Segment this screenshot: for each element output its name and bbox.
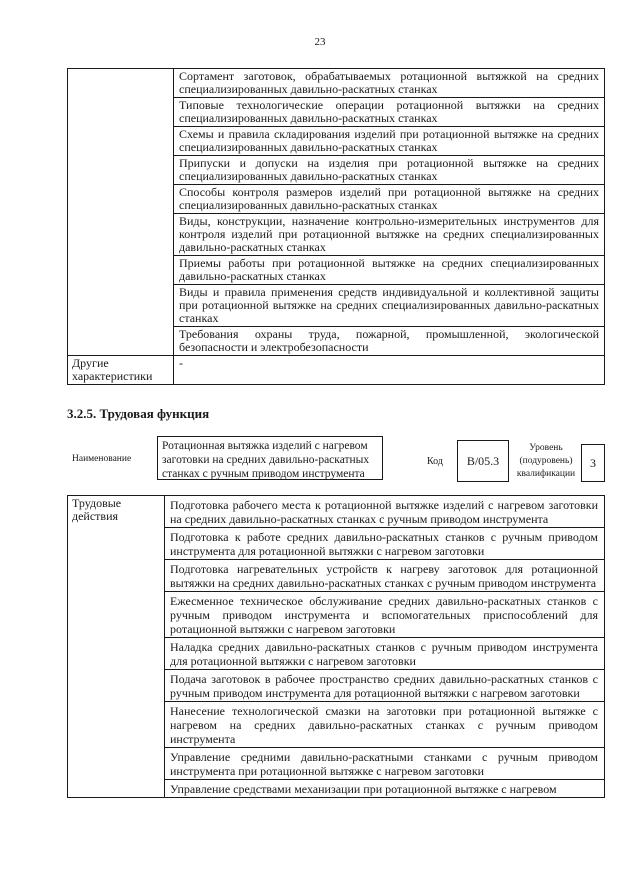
row-text: Типовые технологические операции ротационной вытяжки на средних специализированных давильно-раскатных станках (174, 98, 605, 127)
action-text: Подготовка нагревательных устройств к нагреву заготовок для ротационной вытяжки на средних давильно-раскатных станках с ручным приводом инструмента (165, 560, 605, 592)
code-value: B/05.3 (457, 440, 509, 482)
level-value: 3 (581, 444, 605, 482)
row-text: Схемы и правила складирования изделий при ротационной вытяжке на средних специализированных давильно-раскатных станках (174, 127, 605, 156)
action-text: Подготовка рабочего места к ротационной вытяжке изделий с нагревом заготовки на средних давильно-раскатных станках с ручным приводом инструмента (165, 496, 605, 528)
name-label: Наименование (72, 454, 132, 464)
row-text: Сортамент заготовок, обрабатываемых ротационной вытяжкой на средних специализированных давильно-раскатных станках (174, 69, 605, 98)
row-text: Виды и правила применения средств индивидуальной и коллективной защиты при ротационной вытяжке на средних специализированных давильно-раскатных станках (174, 285, 605, 327)
action-text: Управление средствами механизации при ротационной вытяжке с нагревом (165, 780, 605, 798)
action-text: Подача заготовок в рабочее пространство средних давильно-раскатных станков с ручным приводом инструмента для ротационной вытяжки с нагревом заготовки (165, 670, 605, 702)
section-title: 3.2.5. Трудовая функция (67, 406, 210, 421)
action-text: Подготовка к работе средних давильно-раскатных станков с ручным приводом инструмента для ротационной вытяжки с нагревом заготовки (165, 528, 605, 560)
actions-label: Трудовые действия (68, 496, 165, 798)
name-value: Ротационная вытяжка изделий с нагревом заготовки на средних давильно-раскатных станках с ручным приводом инструмента (157, 436, 383, 480)
row-label: Другие характеристики (68, 356, 174, 385)
action-text: Наладка средних давильно-раскатных станков с ручным приводом инструмента для ротационной вытяжки с нагревом заготовки (165, 638, 605, 670)
action-text: Ежесменное техническое обслуживание средних давильно-раскатных станков с ручным приводом инструмента и вспомогательных приспособлений для ротационной вытяжки с нагревом заготовки (165, 592, 605, 638)
code-label: Код (427, 456, 443, 467)
row-text: Виды, конструкции, назначение контрольно-измерительных инструментов для контроля изделий при ротационной вытяжке на средних специализированных давильно-раскатных станках (174, 214, 605, 256)
knowledge-table (67, 68, 605, 385)
actions-table (67, 495, 605, 798)
action-text: Нанесение технологической смазки на заготовки при ротационной вытяжке с нагревом на средних давильно-раскатных станках с ручным приводом инструмента (165, 702, 605, 748)
row-text: Способы контроля размеров изделий при ротационной вытяжке на средних специализированных давильно-раскатных станках (174, 185, 605, 214)
row-text: Приемы работы при ротационной вытяжке на средних специализированных давильно-раскатных станках (174, 256, 605, 285)
function-header (67, 434, 607, 490)
table-row (68, 496, 605, 528)
row-text: Требования охраны труда, пожарной, промышленной, экологической безопасности и электробезопасности (174, 327, 605, 356)
row-text: - (174, 356, 605, 385)
action-text: Управление средними давильно-раскатными станками с ручным приводом инструмента при ротационной вытяжке с нагревом заготовки (165, 748, 605, 780)
level-label: Уровень (подуровень) квалификации (516, 443, 576, 479)
table-row (68, 356, 605, 385)
row-text: Припуски и допуски на изделия при ротационной вытяжке на средних специализированных давильно-раскатных станках (174, 156, 605, 185)
row-label (68, 69, 174, 356)
page-number: 23 (314, 36, 326, 48)
table-row (68, 69, 605, 98)
